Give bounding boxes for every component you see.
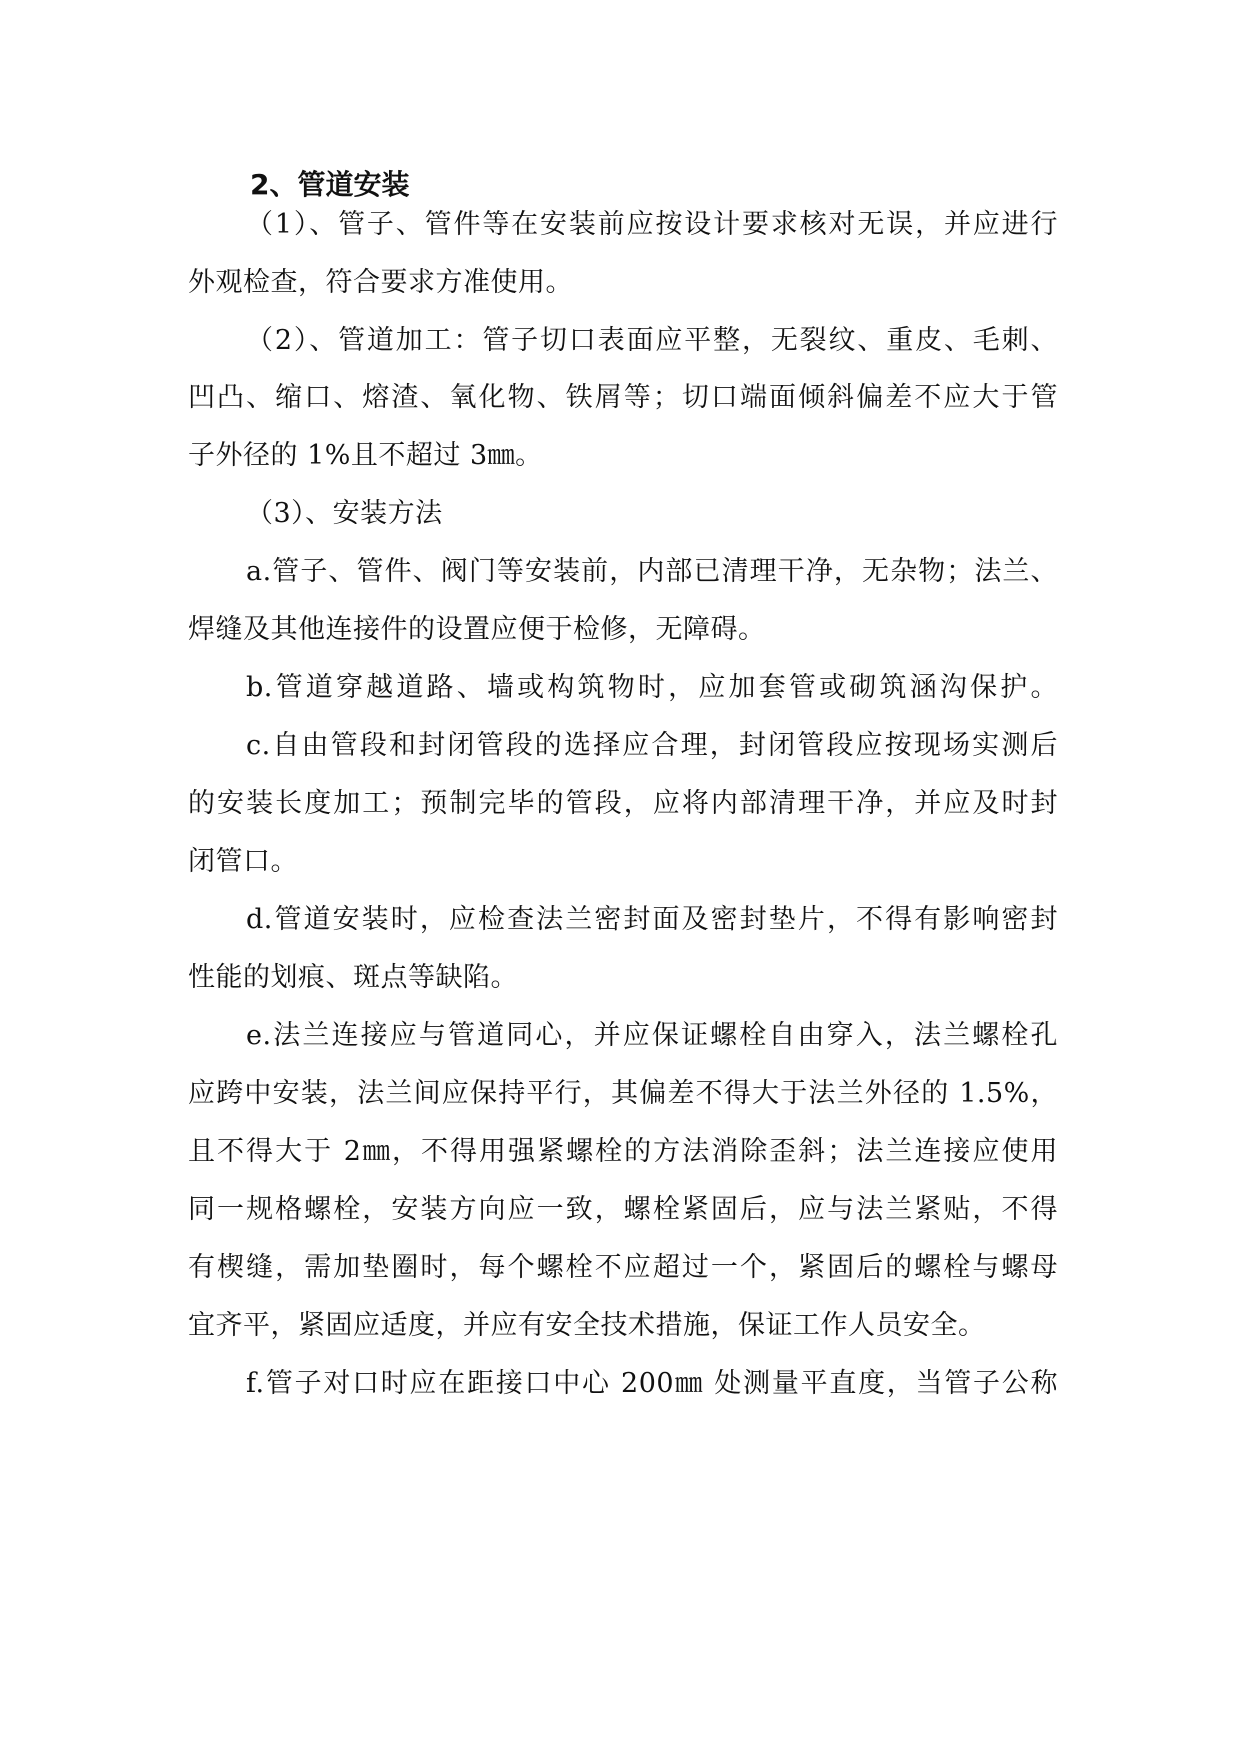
paragraph-line: b.管道穿越道路、墙或构筑物时，应加套管或砌筑涵沟保护。 — [246, 672, 1058, 703]
paragraph-line: 有楔缝，需加垫圈时，每个螺栓不应超过一个，紧固后的螺栓与螺母 — [188, 1252, 1058, 1283]
section-heading: 2、管道安装 — [250, 168, 410, 201]
paragraph-line: 子外径的 1%且不超过 3㎜。 — [188, 440, 543, 471]
paragraph-line: a.管子、管件、阀门等安装前，内部已清理干净，无杂物；法兰、 — [246, 556, 1058, 587]
paragraph-line: （3）、安装方法 — [246, 498, 443, 529]
paragraph-line: 同一规格螺栓，安装方向应一致，螺栓紧固后，应与法兰紧贴，不得 — [188, 1194, 1058, 1225]
paragraph-line: 且不得大于 2㎜，不得用强紧螺栓的方法消除歪斜；法兰连接应使用 — [188, 1136, 1058, 1167]
paragraph-line: 焊缝及其他连接件的设置应便于检修，无障碍。 — [188, 614, 766, 645]
paragraph-line: 闭管口。 — [188, 846, 298, 877]
paragraph-line: d.管道安装时，应检查法兰密封面及密封垫片，不得有影响密封 — [246, 904, 1058, 935]
paragraph-line: 凹凸、缩口、熔渣、氧化物、铁屑等；切口端面倾斜偏差不应大于管 — [188, 382, 1058, 413]
paragraph-line: c.自由管段和封闭管段的选择应合理，封闭管段应按现场实测后 — [246, 730, 1058, 761]
paragraph-line: 应跨中安装，法兰间应保持平行，其偏差不得大于法兰外径的 1.5%， — [188, 1078, 1058, 1109]
paragraph-line: （2）、管道加工：管子切口表面应平整，无裂纹、重皮、毛刺、 — [246, 325, 1058, 356]
paragraph-line: 性能的划痕、斑点等缺陷。 — [188, 962, 518, 993]
paragraph-line: 宜齐平，紧固应适度，并应有安全技术措施，保证工作人员安全。 — [188, 1310, 986, 1341]
paragraph-line: e.法兰连接应与管道同心，并应保证螺栓自由穿入，法兰螺栓孔 — [246, 1020, 1058, 1051]
paragraph-line: （1）、管子、管件等在安装前应按设计要求核对无误，并应进行 — [246, 209, 1058, 240]
paragraph-line: 外观检查，符合要求方准使用。 — [188, 267, 573, 298]
paragraph-line: 的安装长度加工；预制完毕的管段，应将内部清理干净，并应及时封 — [188, 788, 1058, 819]
paragraph-line: f.管子对口时应在距接口中心 200㎜ 处测量平直度，当管子公称 — [246, 1368, 1058, 1399]
